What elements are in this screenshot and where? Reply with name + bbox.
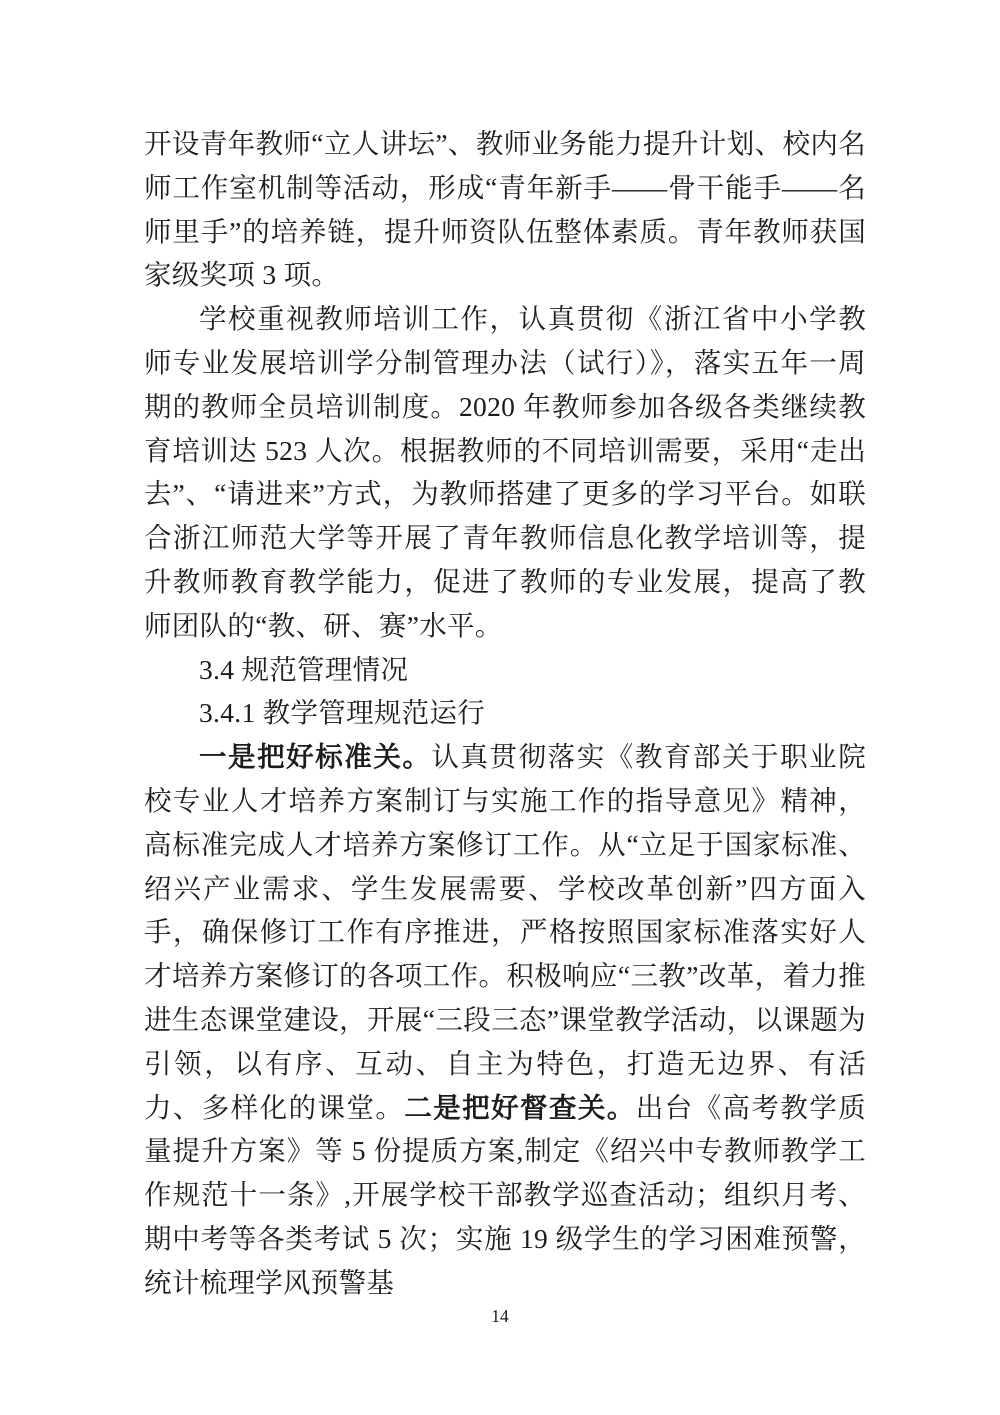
heading-text: 3.4.1 教学管理规范运行 <box>199 697 486 729</box>
section-heading-3-4 <box>144 648 866 692</box>
heading-text: 3.4 规范管理情况 <box>199 653 409 685</box>
page-number: 14 <box>491 1306 509 1326</box>
document-content <box>144 122 866 1305</box>
paragraph-teaching-management <box>144 735 866 1304</box>
text-run: 开设青年教师“立人讲坛”、教师业务能力提升计划、校内名师工作室机制等活动，形成“青年新手——骨干能手——名师里手”的培养链，提升师资队伍整体素质。青年教师获国家级奖项 3 项。 <box>144 128 866 291</box>
bold-lead-second-checkpoint: 二是把好督查关。 <box>404 1091 636 1123</box>
bold-lead-first-checkpoint: 一是把好标准关。 <box>199 741 432 773</box>
text-run: 学校重视教师培训工作，认真贯彻《浙江省中小学教师专业发展培训学分制管理办法（试行）》，落实五年一周期的教师全员培训制度。2020 年教师参加各级各类继续教育培训达 523 人次。根据教师的不同培训需要，采用“走出去”、“请进来”方式，为教师搭建了更多的学习平台。如联合浙江师范大学等开展了青年教师信息化教学培训等，提升教师教育教学能力，促进了教师的专业发展，提高了教师团队的“教、研、赛”水平。 <box>144 303 866 641</box>
text-run: 认真贯彻落实《教育部关于职业院校专业人才培养方案制订与实施工作的指导意见》精神，高标准完成人才培养方案修订工作。从“立足于国家标准、绍兴产业需求、学生发展需要、学校改革创新”四方面入手，确保修订工作有序推进，严格按照国家标准落实好人才培养方案修订的各项工作。积极响应“三教”改革，着力推进生态课堂建设，开展“三段三态”课堂教学活动，以课题为引领，以有序、互动、自主为特色，打造无边界、有活力、多样化的课堂。 <box>144 741 866 1123</box>
text-run: 出台《高考教学质量提升方案》等 5 份提质方案,制定《绍兴中专教师教学工作规范十一条》,开展学校干部教学巡查活动；组织月考、期中考等各类考试 5 次；实施 19 级学生的学习困难预警，统计梳理学风预警基 <box>144 1091 867 1298</box>
section-heading-3-4-1 <box>144 691 866 735</box>
paragraph-teacher-training <box>144 297 866 647</box>
paragraph-teacher-development-continued <box>144 122 866 297</box>
